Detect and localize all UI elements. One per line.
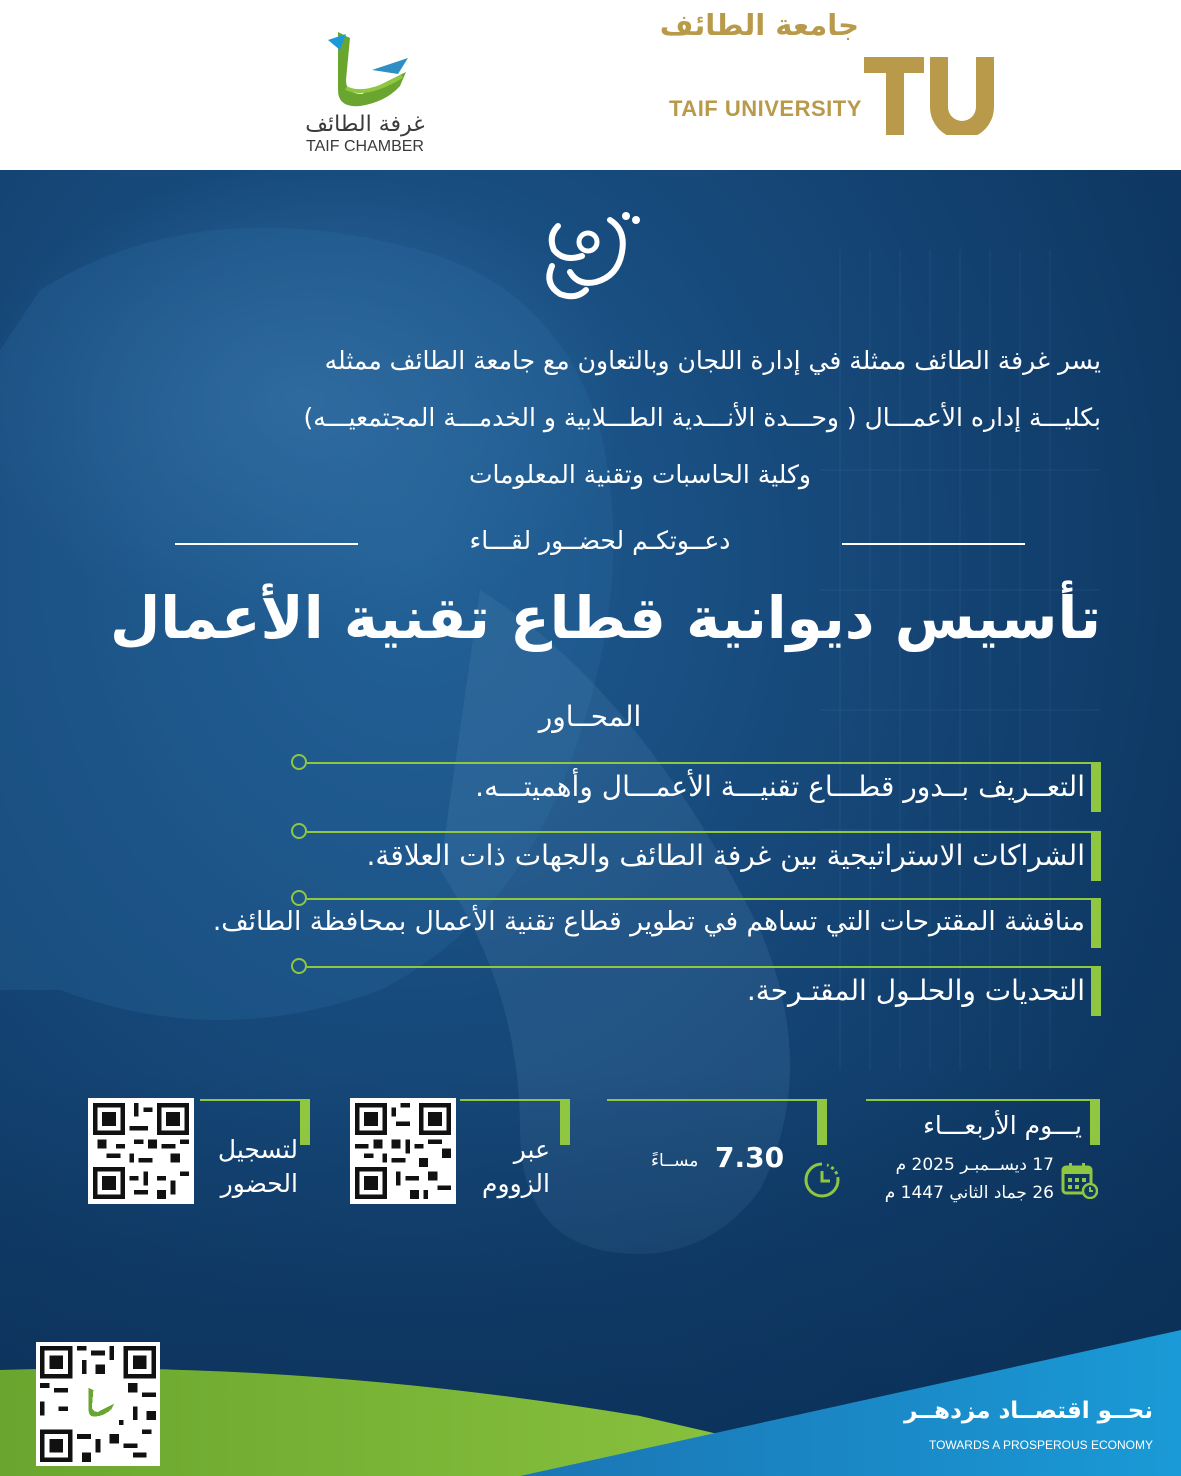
- invite-row: [175, 526, 1025, 562]
- chamber-qr-code[interactable]: [36, 1342, 160, 1466]
- university-name-en: TAIF UNIVERSITY: [669, 96, 862, 121]
- accent-bar: [1090, 1099, 1100, 1145]
- accent-bar: [1091, 966, 1101, 1016]
- clock-icon: [803, 1161, 841, 1199]
- divider: [866, 1099, 1100, 1101]
- register-text: لتسجيل: [217, 1135, 298, 1164]
- intro-line: يسر غرفة الطائف ممثلة في إدارة اللجان وبالتعاون مع جامعة الطائف ممثله: [324, 346, 1101, 375]
- accent-bar: [817, 1099, 827, 1145]
- accent-bar: [300, 1099, 310, 1145]
- university-name-ar: جامعة الطائف: [659, 8, 859, 42]
- taif-chamber-logo-icon: [316, 28, 412, 112]
- date-gregorian: 17 ديســمبـر 2025 م: [895, 1155, 1054, 1175]
- divider: [200, 1099, 310, 1101]
- bullet-dot: [291, 958, 307, 974]
- registration-qr-code[interactable]: [88, 1098, 194, 1204]
- time-value: 7.30: [715, 1141, 785, 1174]
- divider: [307, 966, 1101, 968]
- attendance-text: الحضور: [220, 1169, 298, 1198]
- divider: [307, 898, 1101, 900]
- invite-text: دعــوتكـم لحضــور لقـــاء: [469, 526, 731, 555]
- qr-code-icon: [40, 1346, 156, 1462]
- topic-item: [0, 966, 1181, 1036]
- topic-text: مناقشة المقترحات التي تساهم في تطوير قطاع تقنية الأعمال بمحافظة الطائف.: [212, 906, 1085, 937]
- slogan-en: TOWARDS A PROSPEROUS ECONOMY: [928, 1438, 1153, 1452]
- bullet-dot: [291, 823, 307, 839]
- topic-item: [0, 762, 1181, 832]
- invitation-panel: [0, 170, 1181, 1476]
- axes-heading: المحــاور: [538, 700, 642, 733]
- topic-item: [0, 831, 1181, 901]
- divider: [307, 831, 1101, 833]
- divider: [842, 543, 1025, 545]
- tu-logo-icon: [864, 57, 994, 135]
- calendar-icon: [1060, 1161, 1098, 1199]
- accent-bar: [1091, 762, 1101, 812]
- calligraphy-dawa-icon: [530, 206, 650, 306]
- topic-text: التحديات والحلـول المقتـرحة.: [746, 974, 1085, 1007]
- chamber-name-ar: غرفة الطائف: [305, 112, 425, 137]
- topic-text: التعــريف بــدور قطـــاع تقنيـــة الأعمـــال وأهميتـــه.: [475, 770, 1085, 803]
- time-suffix: مســاءً: [651, 1151, 699, 1171]
- accent-bar: [1091, 831, 1101, 881]
- time-block: [607, 1099, 827, 1219]
- via-text: عبر: [513, 1135, 550, 1164]
- intro-paragraph: [80, 332, 1101, 503]
- zoom-text: الزووم: [482, 1169, 550, 1198]
- date-hijri: 26 جماد الثاني 1447 م: [884, 1183, 1054, 1203]
- date-block: [866, 1099, 1100, 1219]
- divider: [607, 1099, 827, 1101]
- chamber-name-en: TAIF CHAMBER: [306, 138, 424, 155]
- topic-text: الشراكات الاستراتيجية بين غرفة الطائف والجهات ذات العلاقة.: [366, 839, 1085, 872]
- intro-line: وكلية الحاسبات وتقنية المعلومات: [469, 460, 811, 489]
- header: [0, 0, 1181, 170]
- qr-code-icon: [355, 1103, 451, 1199]
- qr-code-icon: [93, 1103, 189, 1199]
- intro-line: بكليـــة إداره الأعمـــال ( وحـــدة الأنـــدية الطـــلابية و الخدمـــة المجتمعيـــه): [303, 403, 1101, 432]
- accent-bar: [560, 1099, 570, 1145]
- bullet-dot: [291, 890, 307, 906]
- divider: [307, 762, 1101, 764]
- day-text: يـــوم الأربعـــاء: [923, 1111, 1082, 1140]
- zoom-qr-code[interactable]: [350, 1098, 456, 1204]
- topic-item: [0, 898, 1181, 968]
- accent-bar: [1091, 898, 1101, 948]
- slogan-ar: نحــو اقتصــاد مزدهــر: [904, 1398, 1153, 1424]
- divider: [460, 1099, 570, 1101]
- event-title: تأسيس ديوانية قطاع تقنية الأعمال: [109, 584, 1101, 652]
- bullet-dot: [291, 754, 307, 770]
